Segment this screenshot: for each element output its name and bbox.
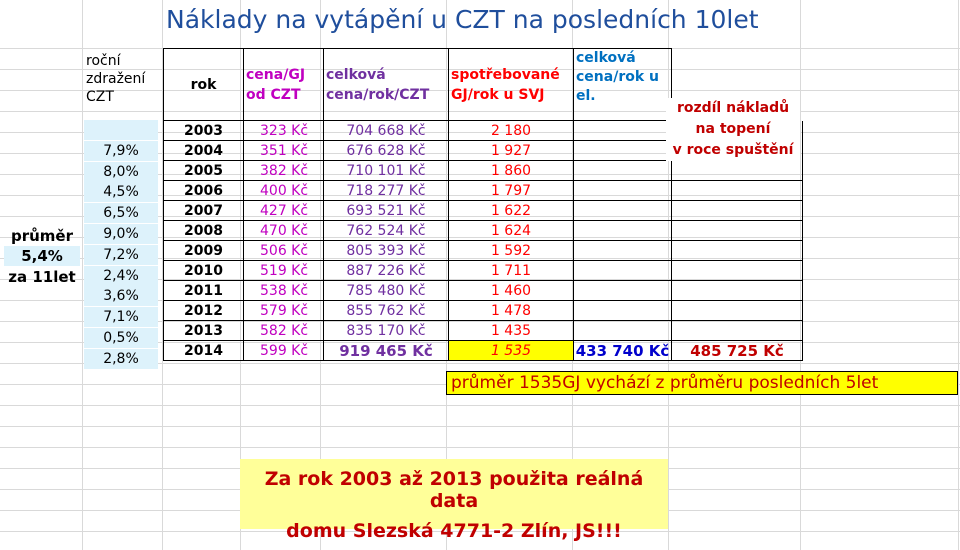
electric-total-cell [574, 281, 672, 301]
annual-increase-cell: 7,1% [84, 307, 158, 327]
price-per-gj-cell: 579 Kč [244, 301, 324, 321]
price-per-gj-cell: 538 Kč [244, 281, 324, 301]
price-per-gj-cell: 519 Kč [244, 261, 324, 281]
electric-total-cell [574, 121, 672, 141]
annual-increase-cell: 7,2% [84, 245, 158, 265]
electric-total-cell [574, 241, 672, 261]
electric-total-cell: 433 740 Kč [574, 341, 672, 361]
year-cell: 2011 [164, 281, 244, 301]
total-price-cell: 919 465 Kč [324, 341, 449, 361]
electric-total-cell [574, 141, 672, 161]
annual-increase-cell: 6,5% [84, 203, 158, 223]
difference-cell [672, 321, 803, 341]
annual-increase-cell: 2,8% [84, 349, 158, 369]
table-row [164, 201, 803, 221]
total-price-cell: 835 170 Kč [324, 321, 449, 341]
electric-total-cell [574, 321, 672, 341]
header-consumption: spotřebované GJ/rok u SVJ [449, 49, 574, 121]
price-per-gj-cell: 582 Kč [244, 321, 324, 341]
table-row [164, 181, 803, 201]
average-consumption-note: průměr 1535GJ vychází z průměru posledních 5let [446, 371, 958, 395]
electric-total-cell [574, 301, 672, 321]
average-label: průměr [10, 227, 73, 245]
consumption-cell: 1 478 [449, 301, 574, 321]
header-price-per-gj: cena/GJ od CZT [244, 49, 324, 121]
electric-total-cell [574, 221, 672, 241]
year-cell: 2005 [164, 161, 244, 181]
difference-cell [672, 221, 803, 241]
annual-increase-cell: 7,9% [84, 141, 158, 161]
annual-increase-cell: 8,0% [84, 162, 158, 182]
difference-cell: 485 725 Kč [672, 341, 803, 361]
annual-increase-cell: 2,4% [84, 266, 158, 286]
header-total-price: celková cena/rok/CZT [324, 49, 449, 121]
year-cell: 2009 [164, 241, 244, 261]
total-price-cell: 887 226 Kč [324, 261, 449, 281]
year-cell: 2003 [164, 121, 244, 141]
header-electric-total: celková cena/rok u el. [574, 49, 672, 121]
year-cell: 2006 [164, 181, 244, 201]
year-cell: 2012 [164, 301, 244, 321]
table-row [164, 301, 803, 321]
year-cell: 2007 [164, 201, 244, 221]
table-row [164, 221, 803, 241]
price-per-gj-cell: 427 Kč [244, 201, 324, 221]
banner-line-1: Za rok 2003 až 2013 použita reálná data [264, 468, 644, 512]
grid-hline [0, 405, 960, 406]
data-source-banner [240, 459, 668, 542]
consumption-cell: 1 535 [449, 341, 574, 361]
consumption-cell: 1 460 [449, 281, 574, 301]
consumption-cell: 1 592 [449, 241, 574, 261]
price-per-gj-cell: 351 Kč [244, 141, 324, 161]
total-price-cell: 762 524 Kč [324, 221, 449, 241]
difference-cell [672, 281, 803, 301]
electric-total-cell [574, 261, 672, 281]
difference-cell [672, 261, 803, 281]
average-value: 5,4% [4, 246, 80, 266]
annual-increase-header-line: zdražení [86, 71, 146, 87]
year-cell: 2004 [164, 141, 244, 161]
header-difference: rozdíl nákladů na topení v roce spuštění [666, 98, 800, 161]
consumption-cell: 1 927 [449, 141, 574, 161]
table-row [164, 261, 803, 281]
annual-increase-cell: 3,6% [84, 286, 158, 306]
grid-hline [0, 426, 960, 427]
table-row [164, 161, 803, 181]
consumption-cell: 1 624 [449, 221, 574, 241]
average-period: za 11let [8, 268, 76, 286]
price-per-gj-cell: 470 Kč [244, 221, 324, 241]
total-price-cell: 704 668 Kč [324, 121, 449, 141]
header-year: rok [164, 49, 244, 121]
table-row [164, 341, 803, 361]
electric-total-cell [574, 201, 672, 221]
price-per-gj-cell: 382 Kč [244, 161, 324, 181]
annual-increase-header-line: CZT [86, 89, 114, 105]
difference-cell [672, 301, 803, 321]
heating-cost-table [163, 48, 803, 361]
difference-cell [672, 161, 803, 181]
annual-increase-cell [84, 120, 158, 140]
year-cell: 2014 [164, 341, 244, 361]
annual-increase-cell: 0,5% [84, 328, 158, 348]
difference-cell [672, 201, 803, 221]
annual-increase-header-line: roční [86, 53, 121, 69]
consumption-cell: 1 797 [449, 181, 574, 201]
annual-increase-cell: 4,5% [84, 182, 158, 202]
year-cell: 2010 [164, 261, 244, 281]
table-row [164, 281, 803, 301]
consumption-cell: 1 711 [449, 261, 574, 281]
consumption-cell: 1 622 [449, 201, 574, 221]
total-price-cell: 710 101 Kč [324, 161, 449, 181]
year-cell: 2013 [164, 321, 244, 341]
consumption-cell: 2 180 [449, 121, 574, 141]
electric-total-cell [574, 181, 672, 201]
consumption-cell: 1 435 [449, 321, 574, 341]
annual-increase-header [86, 52, 145, 106]
difference-cell [672, 241, 803, 261]
price-per-gj-cell: 599 Kč [244, 341, 324, 361]
price-per-gj-cell: 400 Kč [244, 181, 324, 201]
total-price-cell: 676 628 Kč [324, 141, 449, 161]
electric-total-cell [574, 161, 672, 181]
total-price-cell: 718 277 Kč [324, 181, 449, 201]
grid-hline [0, 447, 960, 448]
banner-line-2: domu Slezská 4771-2 Zlín, JS!!! [286, 520, 622, 542]
table-row [164, 241, 803, 261]
total-price-cell: 785 480 Kč [324, 281, 449, 301]
difference-cell [672, 181, 803, 201]
price-per-gj-cell: 506 Kč [244, 241, 324, 261]
price-per-gj-cell: 323 Kč [244, 121, 324, 141]
total-price-cell: 805 393 Kč [324, 241, 449, 261]
year-cell: 2008 [164, 221, 244, 241]
annual-increase-cell: 9,0% [84, 224, 158, 244]
page-title: Náklady na vytápění u CZT na posledních 10let [166, 5, 759, 34]
total-price-cell: 693 521 Kč [324, 201, 449, 221]
consumption-cell: 1 860 [449, 161, 574, 181]
total-price-cell: 855 762 Kč [324, 301, 449, 321]
table-row [164, 321, 803, 341]
